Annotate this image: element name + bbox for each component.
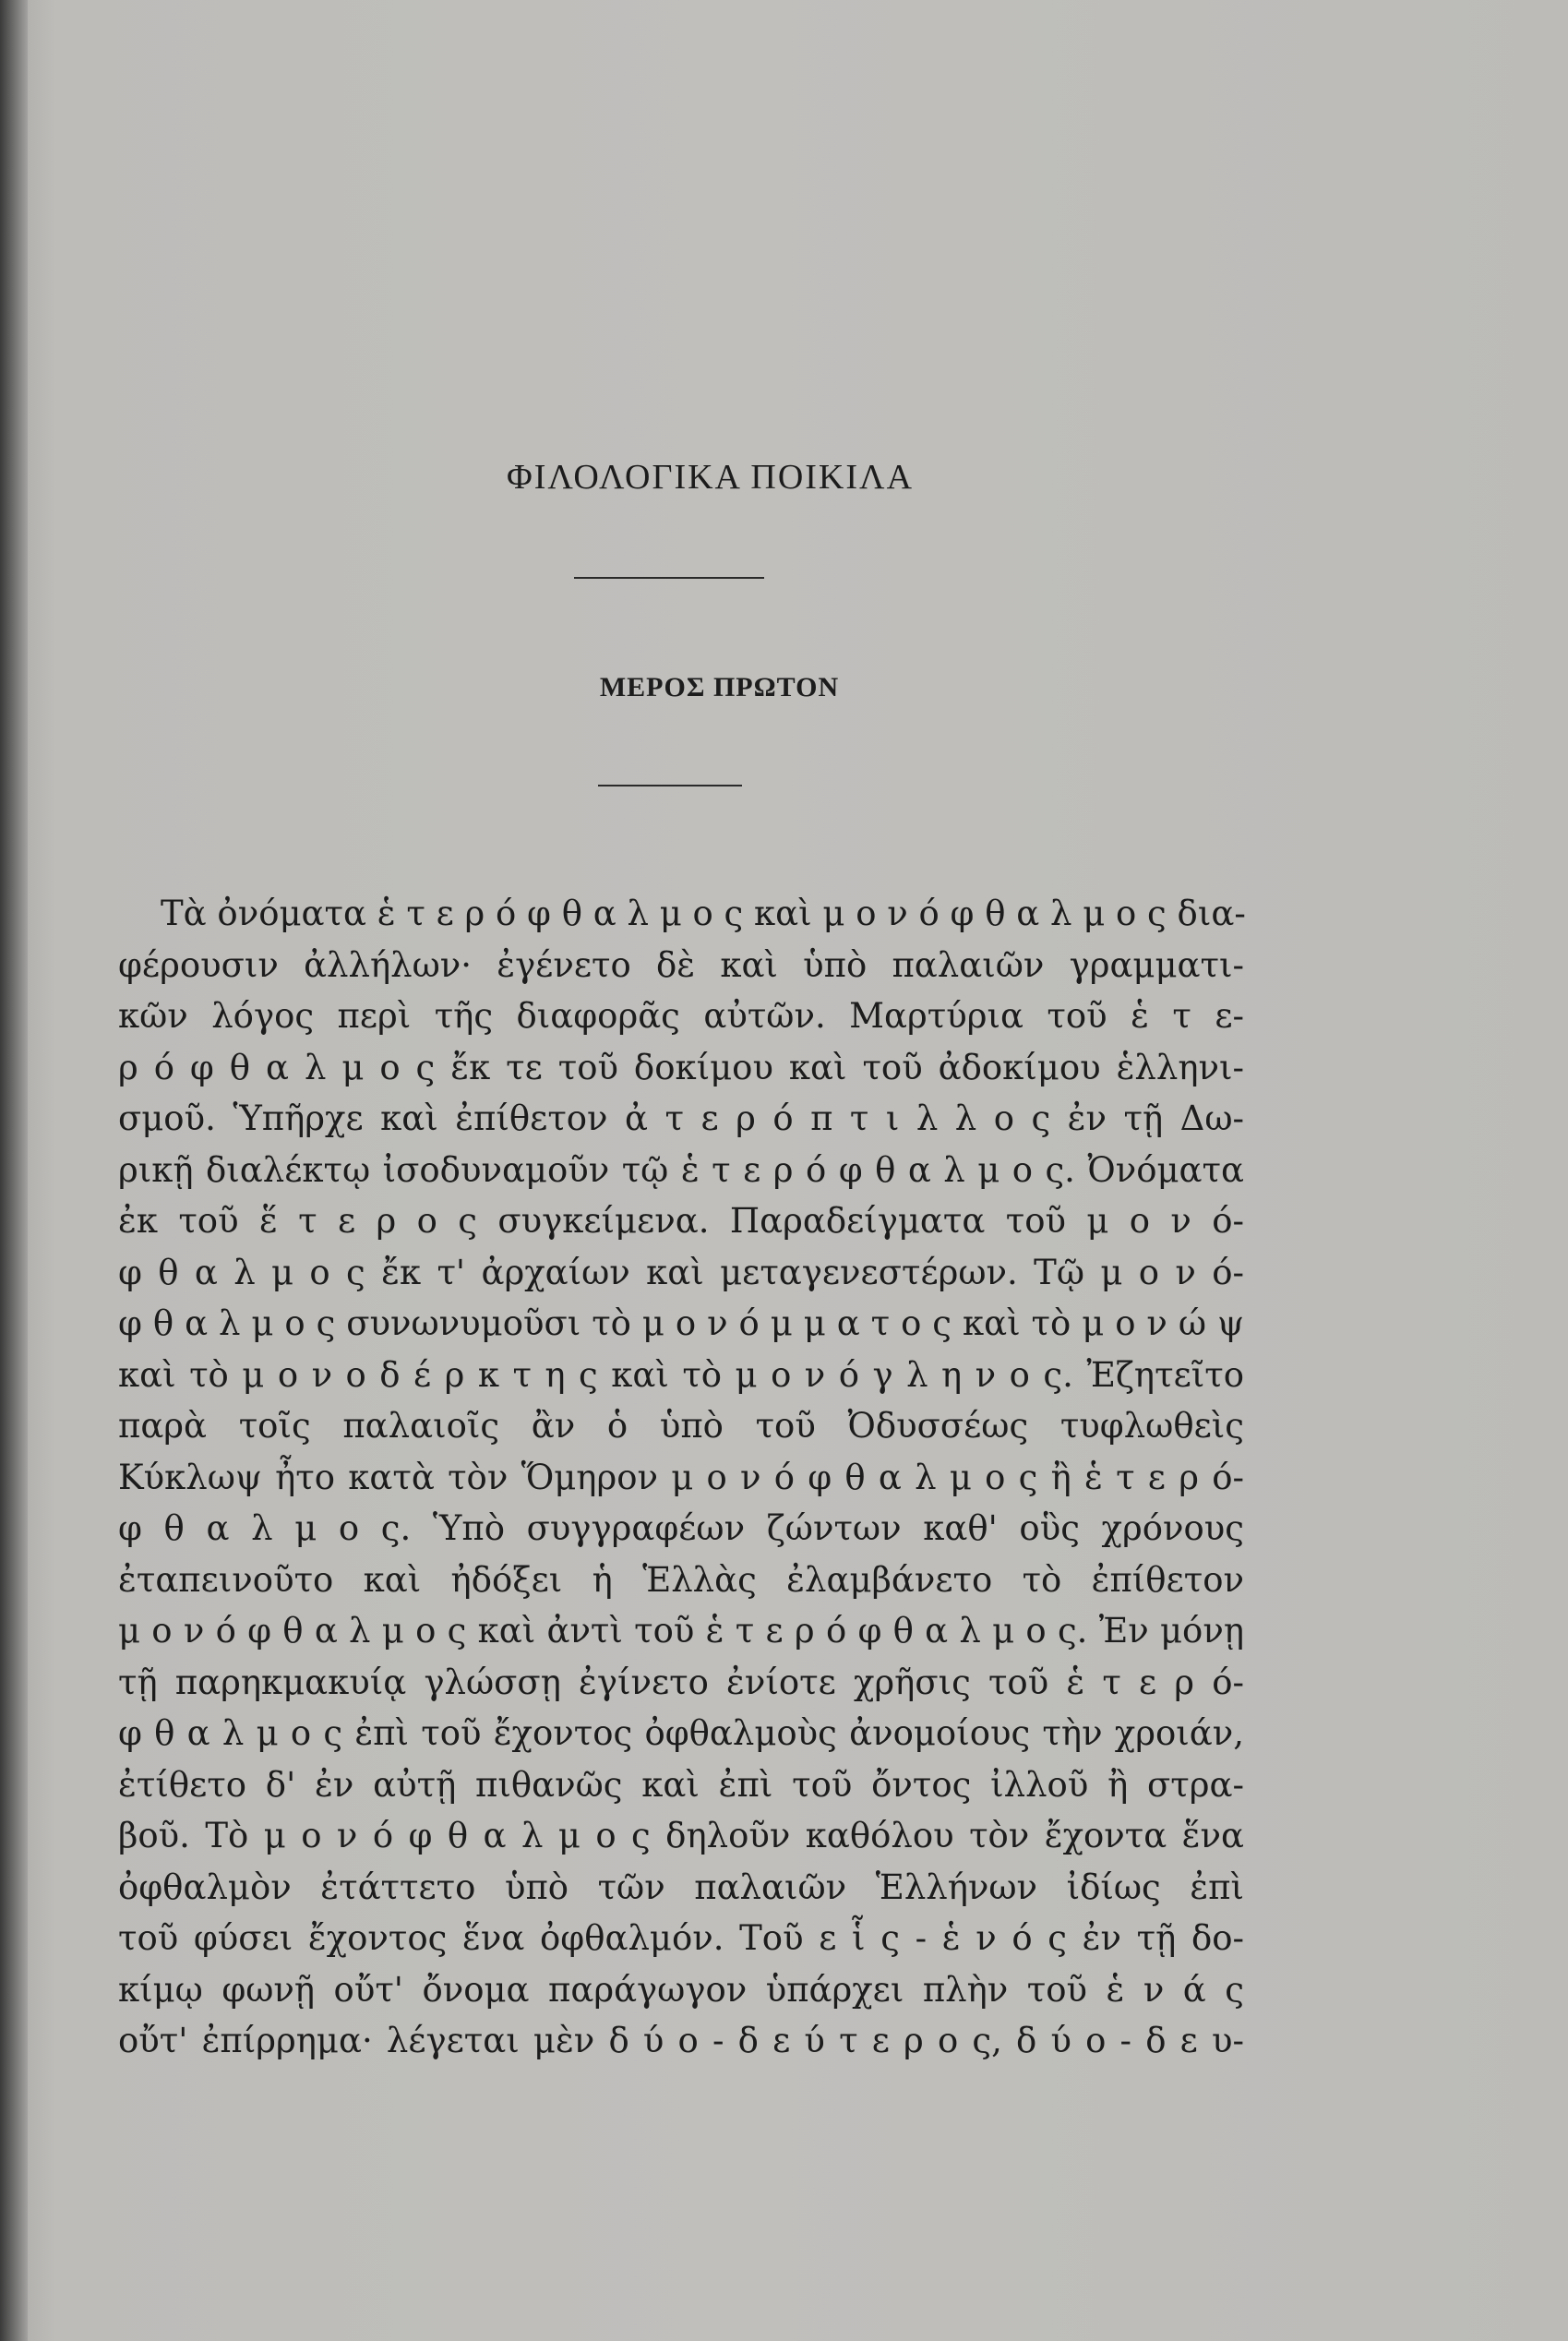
text-line: Κύκλωψ ἦτο κατὰ τὸν Ὅμηρον μ ο ν ό φ θ α λ μ ο ς ἢ ἑ τ ε ρ ό- <box>118 1457 1244 1497</box>
text-line: φ θ α λ μ ο ς ἐπὶ τοῦ ἔχοντος ὀφθαλμοὺς ἀνομοίους τὴν χροιάν, <box>118 1713 1244 1753</box>
text-line: μ ο ν ό φ θ α λ μ ο ς καὶ ἀντὶ τοῦ ἑ τ ε ρ ό φ θ α λ μ ο ς. Ἐν μόνῃ <box>118 1611 1244 1651</box>
text-line: σμοῦ. Ὑπῆρχε καὶ ἐπίθετον ἀ τ ε ρ ό π τ ι λ λ ο ς ἐν τῇ Δω- <box>118 1098 1244 1138</box>
text-line: βοῦ. Τὸ μ ο ν ό φ θ α λ μ ο ς δηλοῦν καθόλου τὸν ἔχοντα ἕνα <box>118 1816 1244 1855</box>
text-line: φ θ α λ μ ο ς ἔκ τ' ἀρχαίων καὶ μεταγενεστέρων. Τῷ μ ο ν ό- <box>118 1252 1244 1292</box>
title-divider <box>574 577 764 579</box>
text-line: ἐκ τοῦ ἕ τ ε ρ ο ς συγκείμενα. Παραδείγματα τοῦ μ ο ν ό- <box>118 1201 1244 1241</box>
text-line: Τὰ ὀνόματα ἑ τ ε ρ ό φ θ α λ μ ο ς καὶ μ ο ν ό φ θ α λ μ ο ς δια- <box>161 894 1246 933</box>
text-line: καὶ τὸ μ ο ν ο δ έ ρ κ τ η ς καὶ τὸ μ ο ν ό γ λ η ν ο ς. Ἐζητεῖτο <box>118 1354 1244 1395</box>
page-title: ΦΙΛΟΛΟΓΙΚΑ ΠΟΙΚΙΛΑ <box>506 458 915 497</box>
text-line: κίμῳ φωνῇ οὔτ' ὄνομα παράγωγον ὑπάρχει πλὴν τοῦ ἑ ν ά ς <box>118 1969 1244 2010</box>
text-line: ἐταπεινοῦτο καὶ ἠδόξει ἡ Ἑλλὰς ἐλαμβάνετο τὸ ἐπίθετον <box>118 1559 1244 1600</box>
text-line: παρὰ τοῖς παλαιοῖς ἂν ὁ ὑπὸ τοῦ Ὀδυσσέως τυφλωθεὶς <box>118 1406 1244 1446</box>
body-paragraph <box>118 888 1244 2067</box>
text-line: τοῦ φύσει ἔχοντος ἕνα ὀφθαλμόν. Τοῦ ε ἷ ς - ἑ ν ό ς ἐν τῇ δο- <box>118 1918 1244 1958</box>
text-line: ρικῇ διαλέκτῳ ἰσοδυναμοῦν τῷ ἑ τ ε ρ ό φ θ α λ μ ο ς. Ὀνόματα <box>118 1149 1244 1190</box>
text-line: ὀφθαλμὸν ἐτάττετο ὑπὸ τῶν παλαιῶν Ἑλλήνων ἰδίως ἐπὶ <box>118 1867 1244 1907</box>
text-line: ρ ό φ θ α λ μ ο ς ἔκ τε τοῦ δοκίμου καὶ τοῦ ἀδοκίμου ἑλληνι- <box>118 1047 1244 1087</box>
text-line: κῶν λόγος περὶ τῆς διαφορᾶς αὐτῶν. Μαρτύρια τοῦ ἑ τ ε- <box>118 996 1244 1036</box>
part-divider <box>598 785 742 786</box>
text-line: φέρουσιν ἀλλήλων· ἐγένετο δὲ καὶ ὑπὸ παλαιῶν γραμματι- <box>118 944 1244 985</box>
text-line: τῇ παρηκμακυίᾳ γλώσσῃ ἐγίνετο ἐνίοτε χρῆσις τοῦ ἑ τ ε ρ ό- <box>118 1662 1244 1702</box>
text-line: οὔτ' ἐπίρρημα· λέγεται μὲν δ ύ ο - δ ε ύ τ ε ρ ο ς, δ ύ ο - δ ε υ- <box>118 2021 1244 2060</box>
text-line: ἐτίθετο δ' ἐν αὐτῇ πιθανῶς καὶ ἐπὶ τοῦ ὄντος ἰλλοῦ ἢ στρα- <box>118 1764 1244 1805</box>
text-line: φ θ α λ μ ο ς συνωνυμοῦσι τὸ μ ο ν ό μ μ α τ ο ς καὶ τὸ μ ο ν ώ ψ <box>118 1303 1244 1343</box>
book-spine-shadow <box>0 0 28 2341</box>
part-heading: ΜΕΡΟΣ ΠΡΩΤΟΝ <box>599 672 840 702</box>
text-line: φ θ α λ μ ο ς. Ὑπὸ συγγραφέων ζώντων καθ' οὓς χρόνους <box>118 1508 1244 1548</box>
